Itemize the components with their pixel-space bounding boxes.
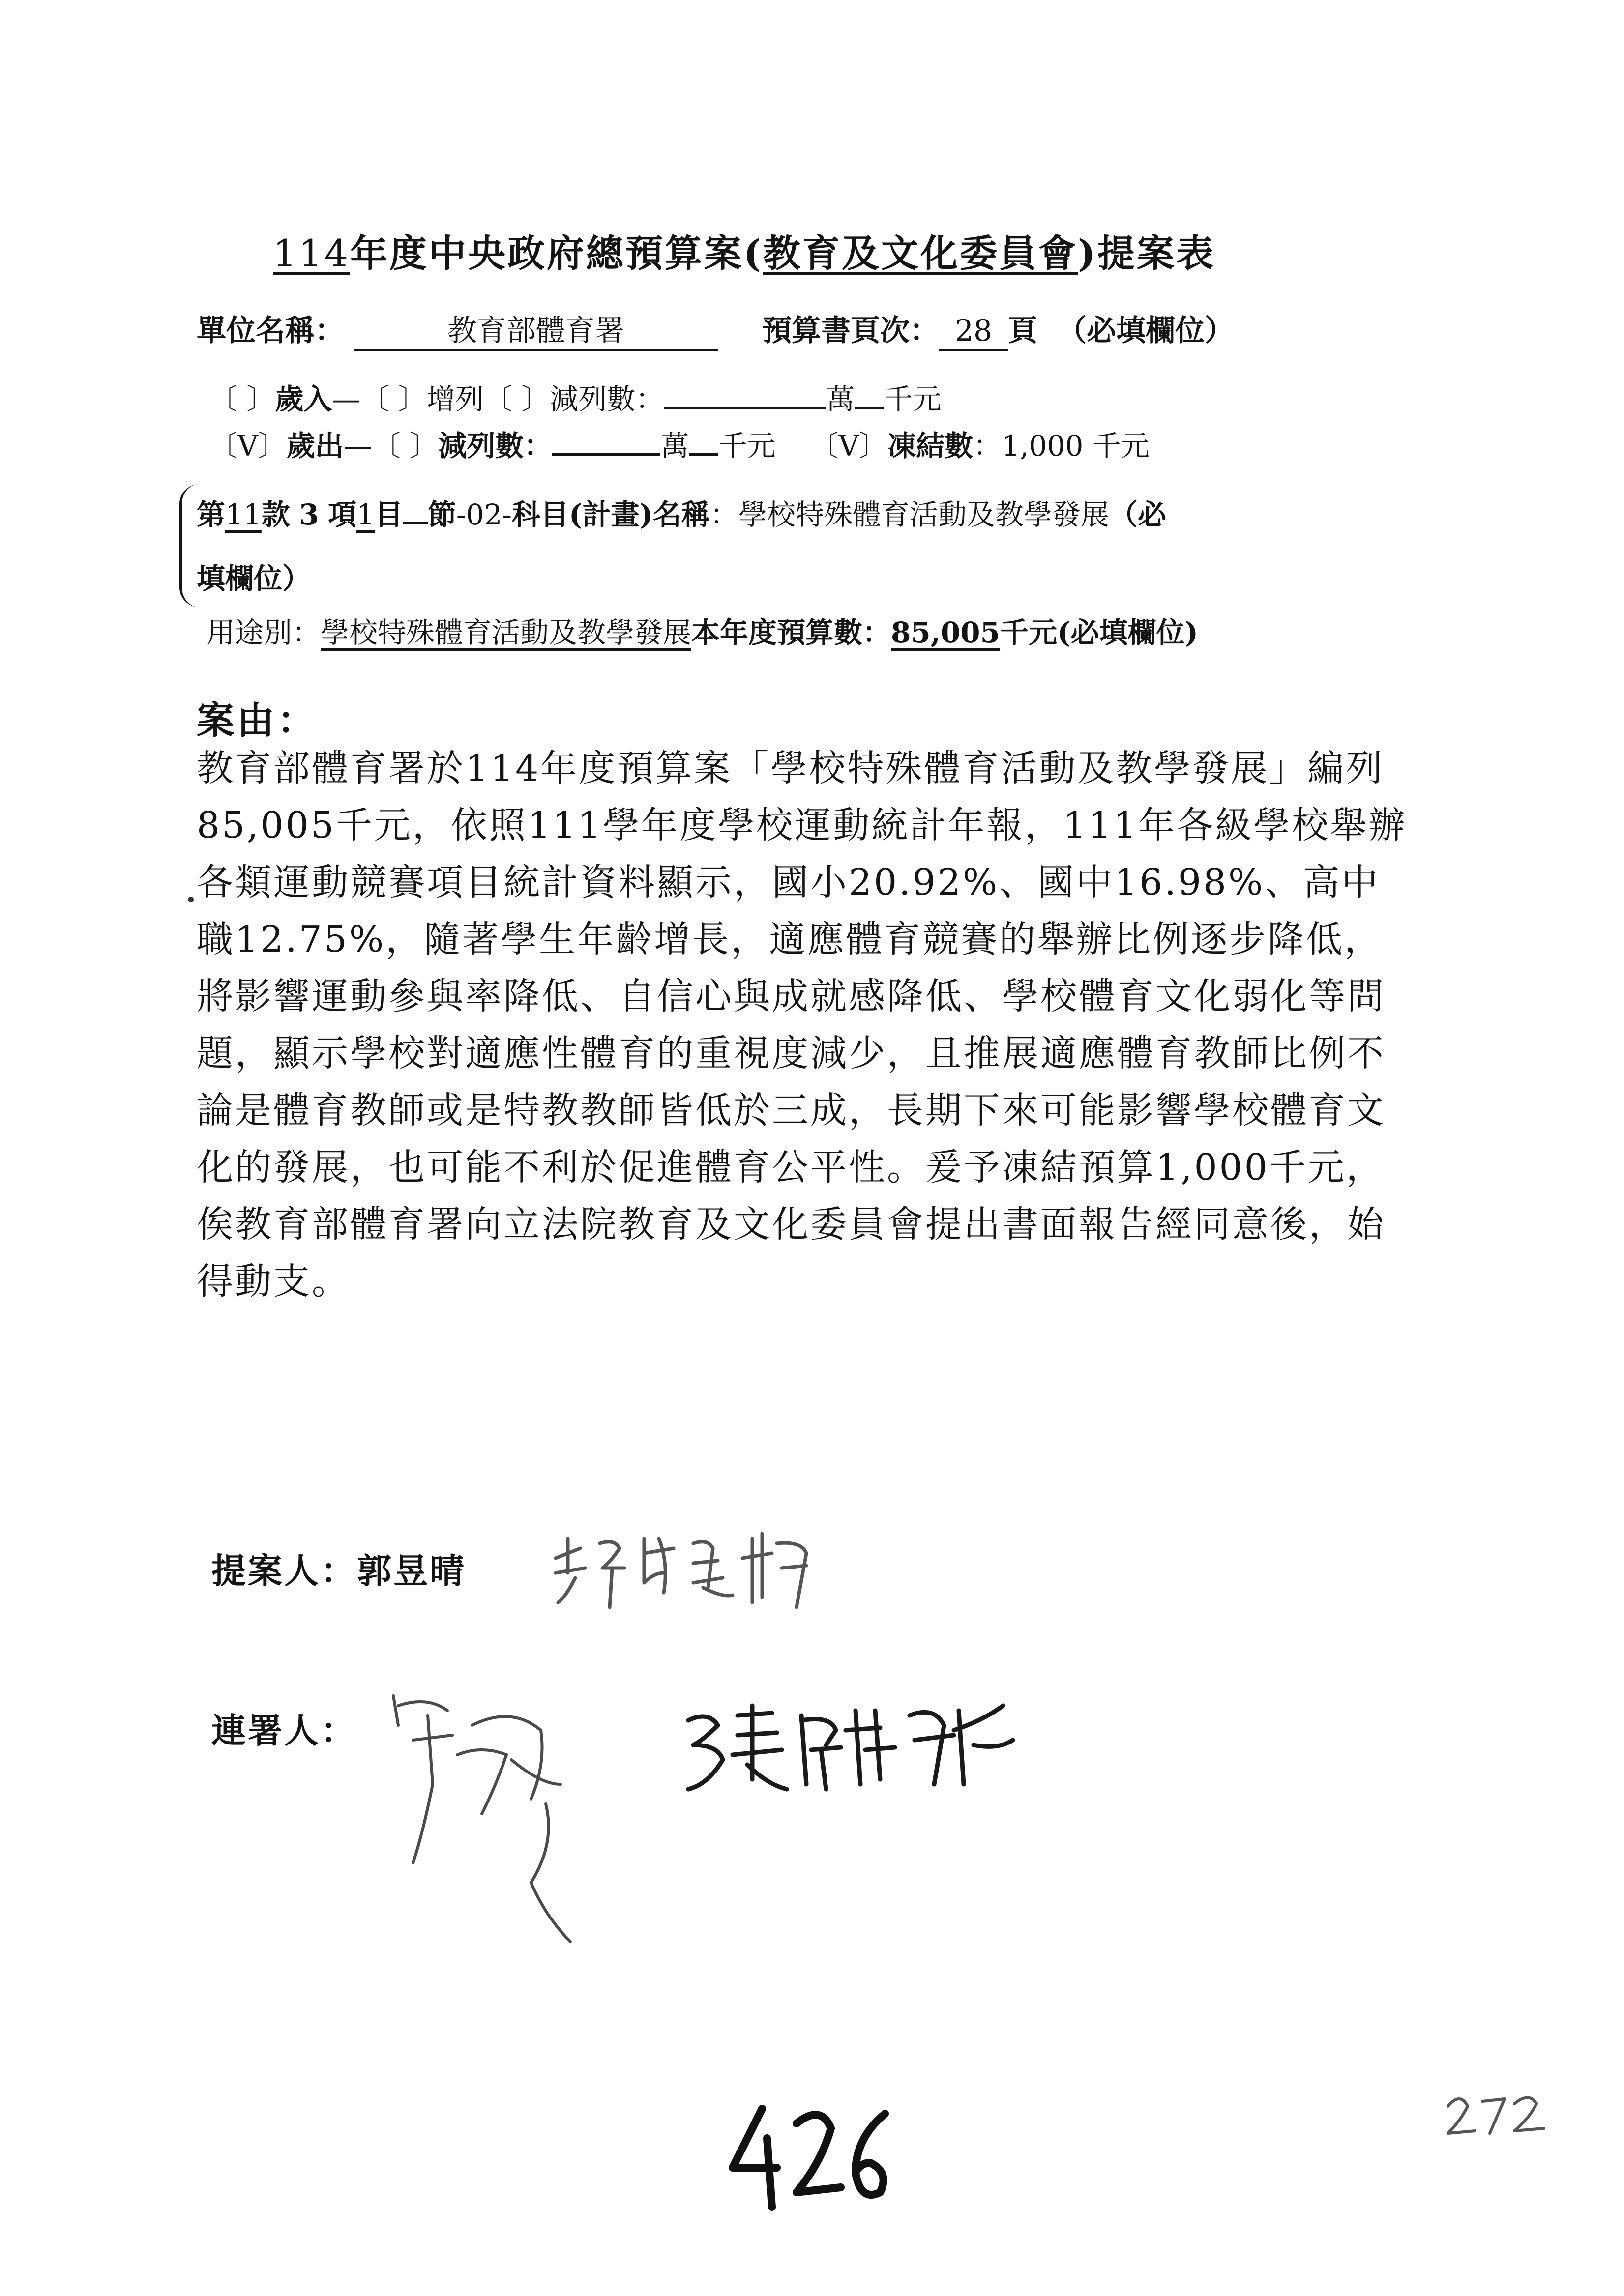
subject-required-1: （必 bbox=[1109, 498, 1166, 531]
expense-dash: — bbox=[343, 429, 372, 463]
qian-unit: 千元 bbox=[884, 382, 942, 416]
budget-value: 85,005 bbox=[891, 616, 1001, 649]
decrease-checkbox: 〔 〕 bbox=[483, 382, 550, 416]
title-part1: 年度中央政府總預算案( bbox=[350, 232, 764, 275]
income-checkbox: 〔 〕 bbox=[209, 382, 275, 416]
proposer-label: 提案人： bbox=[211, 1550, 357, 1591]
proposer-name: 郭昱晴 bbox=[357, 1550, 466, 1591]
budget-unit: 千元 bbox=[1000, 616, 1058, 649]
increase-label: 增列 bbox=[426, 382, 484, 416]
usage-value: 學校特殊體育活動及教學發展 bbox=[321, 616, 692, 649]
subject-colon: ： bbox=[709, 498, 738, 531]
usage-row bbox=[207, 610, 1198, 651]
proposer-signature bbox=[546, 1514, 821, 1612]
increase-checkbox: 〔 〕 bbox=[360, 382, 427, 416]
frozen-checkbox: 〔V〕 bbox=[810, 429, 888, 463]
budget-label: 本年度預算數： bbox=[691, 616, 891, 649]
usage-label: 用途別： bbox=[207, 616, 321, 649]
subject-required-2: 填欄位） bbox=[197, 562, 311, 595]
budget-required: (必填欄位) bbox=[1057, 616, 1198, 649]
page-title bbox=[273, 224, 1215, 277]
kuan-number: 11 bbox=[225, 498, 262, 531]
subject-name-label: 科目(計畫)名稱 bbox=[512, 498, 710, 531]
jie-label: 節 bbox=[428, 498, 457, 531]
subject-row bbox=[197, 492, 1166, 533]
qian-blank bbox=[855, 380, 884, 409]
mu-number: 1 bbox=[356, 498, 375, 531]
required-note: （必填欄位） bbox=[1057, 314, 1234, 348]
jie-blank bbox=[403, 495, 428, 524]
wan-blank bbox=[664, 380, 826, 409]
xiang-label: 項 bbox=[328, 498, 357, 531]
cosigner-line bbox=[211, 1703, 357, 1753]
expense-row bbox=[209, 423, 1150, 464]
title-committee: 教育及文化委員會 bbox=[763, 232, 1078, 275]
reason-body: 教育部體育署於114年度預算案「學校特殊體育活動及教學發展」編列85,005千元，依照111學年度學校運動統計年報，111年各級學校舉辦各類運動競賽項目統計資料顯示，國小20.92%、國中16.98%、高中職12.75%，隨著學生年齡增長，適應體育競賽的舉辦比例逐步降低，將影響運動參與率降低、自信心與成就感降低、學校體育文化弱化等問題，顯示學校對適應性體育的重視度減少，且推展適應體育教師比例不論是體育教師或是特教教師皆低於三成，長期下來可能影響學校體育文化的發展，也可能不利於促進體育公平性。爰予凍結預算1,000千元，俟教育部體育署向立法院教育及文化委員會提出書面報告經同意後，始得動支。 bbox=[197, 747, 1407, 1303]
title-part2: )提案表 bbox=[1078, 232, 1215, 275]
cosigner-label: 連署人： bbox=[211, 1710, 357, 1751]
expense-decrease-label: 減列數： bbox=[438, 429, 553, 463]
kuan-label: 款 bbox=[261, 498, 290, 531]
cosigner-signature-1 bbox=[384, 1686, 620, 1961]
subject-name-value: 學校特殊體育活動及教學發展 bbox=[738, 498, 1109, 531]
wan-unit: 萬 bbox=[826, 382, 855, 416]
decrease-label: 減列數： bbox=[550, 382, 664, 416]
handwritten-corner-number bbox=[1441, 2087, 1549, 2141]
page-label: 預算書頁次： bbox=[762, 314, 939, 348]
page-value: 28 bbox=[939, 316, 1008, 351]
unit-label: 單位名稱： bbox=[197, 314, 344, 348]
expense-qian-blank bbox=[689, 427, 718, 456]
expense-qian-unit: 千元 bbox=[718, 429, 776, 463]
cosigner-signature-2 bbox=[679, 1686, 1023, 1804]
expense-wan-unit: 萬 bbox=[660, 429, 689, 463]
expense-wan-blank bbox=[552, 427, 660, 456]
page-suffix: 頁 bbox=[1008, 314, 1037, 348]
stray-dot-mark bbox=[186, 895, 196, 904]
income-label: 歲入 bbox=[275, 382, 332, 416]
frozen-label: 凍結數 bbox=[887, 429, 974, 463]
mu-label: 目 bbox=[375, 498, 404, 531]
expense-checkbox: 〔V〕 bbox=[209, 429, 287, 463]
title-year: 114 bbox=[273, 232, 351, 275]
expense-decrease-checkbox: 〔 〕 bbox=[372, 429, 439, 463]
subject-di: 第 bbox=[197, 498, 226, 531]
handwritten-page-number bbox=[723, 2094, 900, 2212]
income-row bbox=[209, 376, 941, 417]
reason-title: 案由： bbox=[197, 698, 318, 742]
income-dash: — bbox=[332, 382, 361, 416]
subject-code: -02- bbox=[456, 498, 512, 531]
proposer-line bbox=[211, 1543, 466, 1593]
unit-row bbox=[197, 307, 1234, 351]
expense-label: 歲出 bbox=[286, 429, 344, 463]
frozen-value: ：1,000 千元 bbox=[973, 429, 1150, 463]
xiang-number: 3 bbox=[299, 498, 319, 531]
subject-row-2 bbox=[197, 555, 311, 597]
unit-value: 教育部體育署 bbox=[354, 316, 718, 351]
